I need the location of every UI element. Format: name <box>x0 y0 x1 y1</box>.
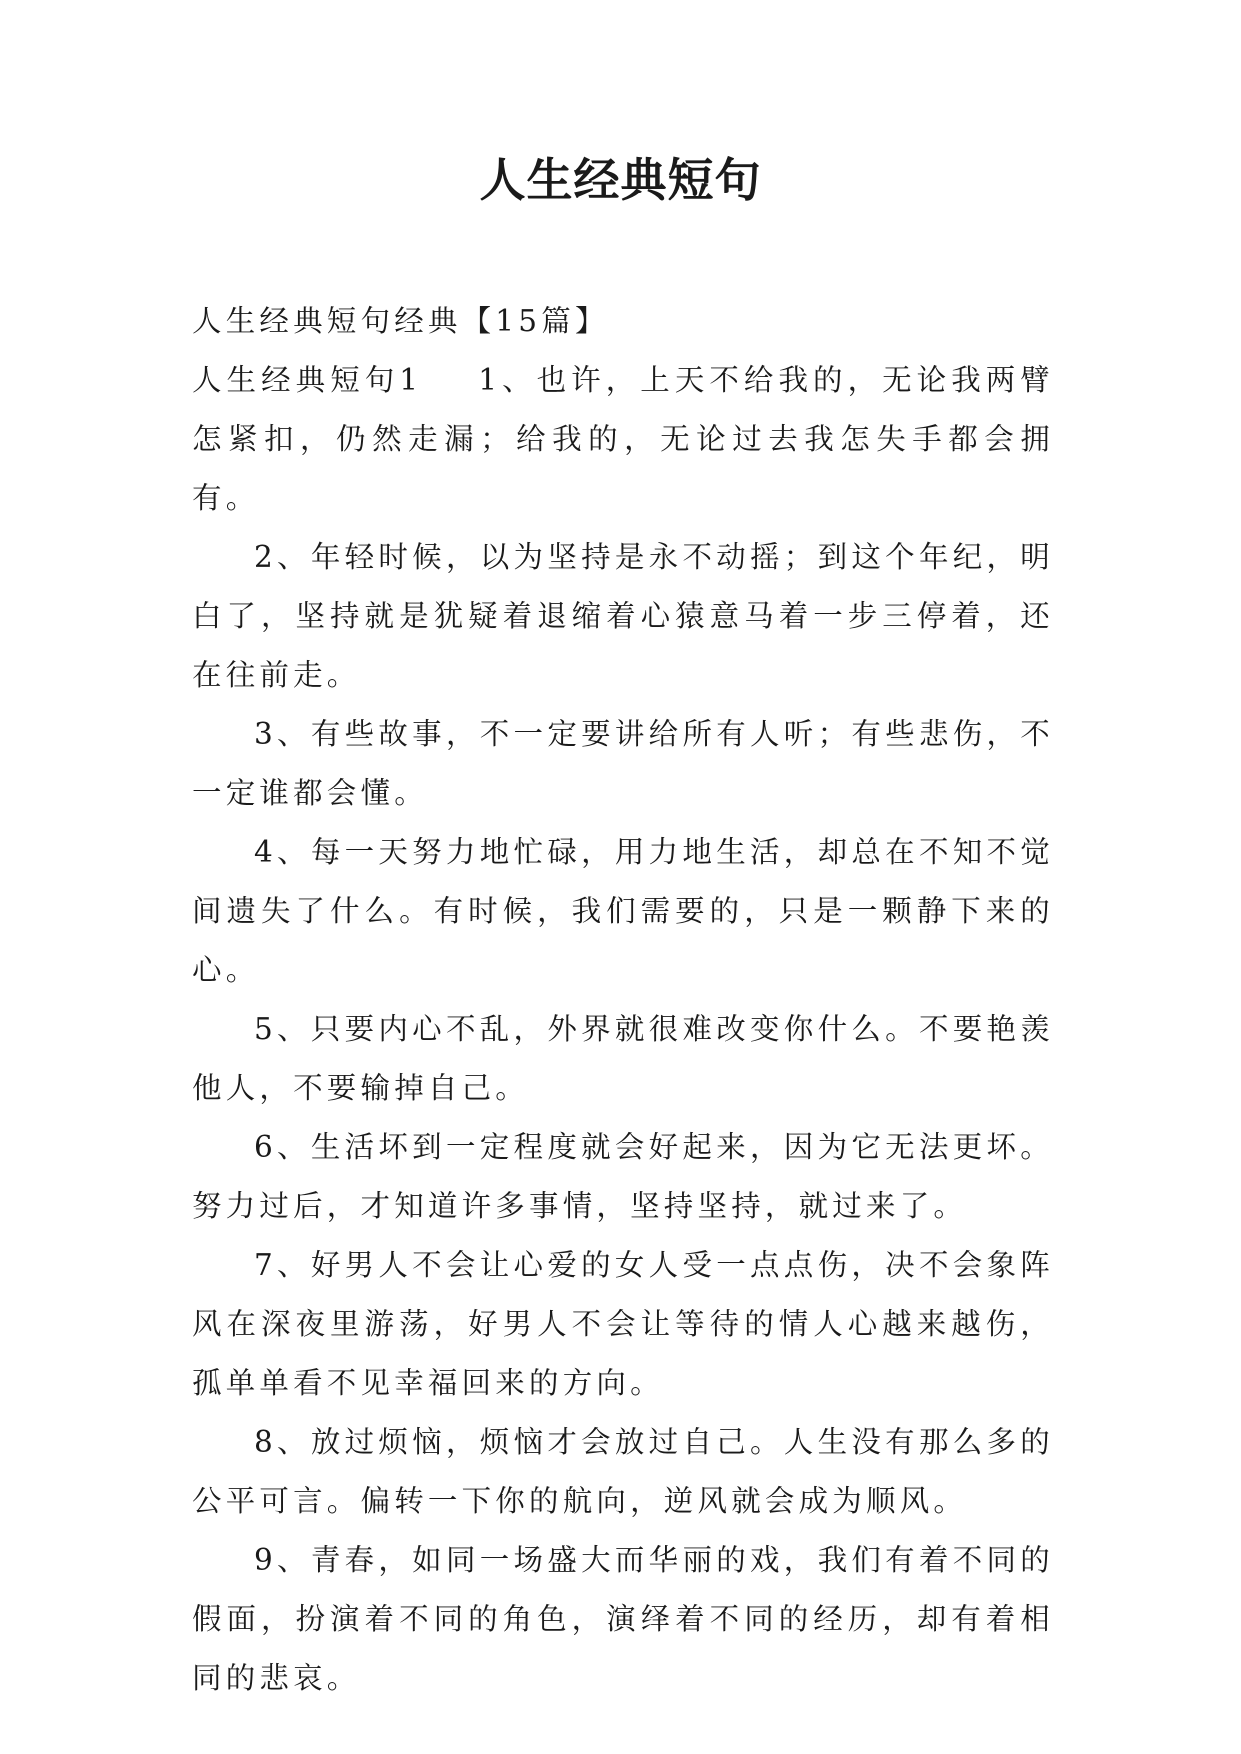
document-body <box>192 292 1054 1708</box>
paragraph-1: 1、也许，上天不给我的，无论我两臂怎紧扣，仍然走漏；给我的，无论过去我怎失手都会拥有。 <box>192 363 1055 515</box>
paragraph-7: 7、好男人不会让心爱的女人受一点点伤，决不会象阵风在深夜里游荡，好男人不会让等待的情人心越来越伤，孤单单看不见幸福回来的方向。 <box>192 1248 1054 1400</box>
paragraph-2: 2、年轻时候，以为坚持是永不动摇；到这个年纪，明白了，坚持就是犹疑着退缩着心猿意马着一步三停着，还在往前走。 <box>192 540 1054 692</box>
first-paragraph <box>192 351 1054 528</box>
paragraph-8: 8、放过烦恼，烦恼才会放过自己。人生没有那么多的公平可言。偏转一下你的航向，逆风就会成为顺风。 <box>192 1425 1054 1518</box>
document-subtitle: 人生经典短句经典【15篇】 <box>192 304 609 338</box>
paragraph-6: 6、生活坏到一定程度就会好起来，因为它无法更坏。努力过后，才知道许多事情，坚持坚持，就过来了。 <box>192 1130 1054 1223</box>
paragraph-3: 3、有些故事，不一定要讲给所有人听；有些悲伤，不一定谁都会懂。 <box>192 717 1054 810</box>
paragraph-4: 4、每一天努力地忙碌，用力地生活，却总在不知不觉间遗失了什么。有时候，我们需要的，只是一颗静下来的心。 <box>192 835 1054 987</box>
paragraph-5: 5、只要内心不乱，外界就很难改变你什么。不要艳羡他人，不要输掉自己。 <box>192 1012 1054 1105</box>
document-title: 人生经典短句 <box>479 153 762 207</box>
paragraph-9: 9、青春，如同一场盛大而华丽的戏，我们有着不同的假面，扮演着不同的角色，演绎着不同的经历，却有着相同的悲哀。 <box>192 1543 1054 1695</box>
section-heading: 人生经典短句1 <box>192 363 423 397</box>
